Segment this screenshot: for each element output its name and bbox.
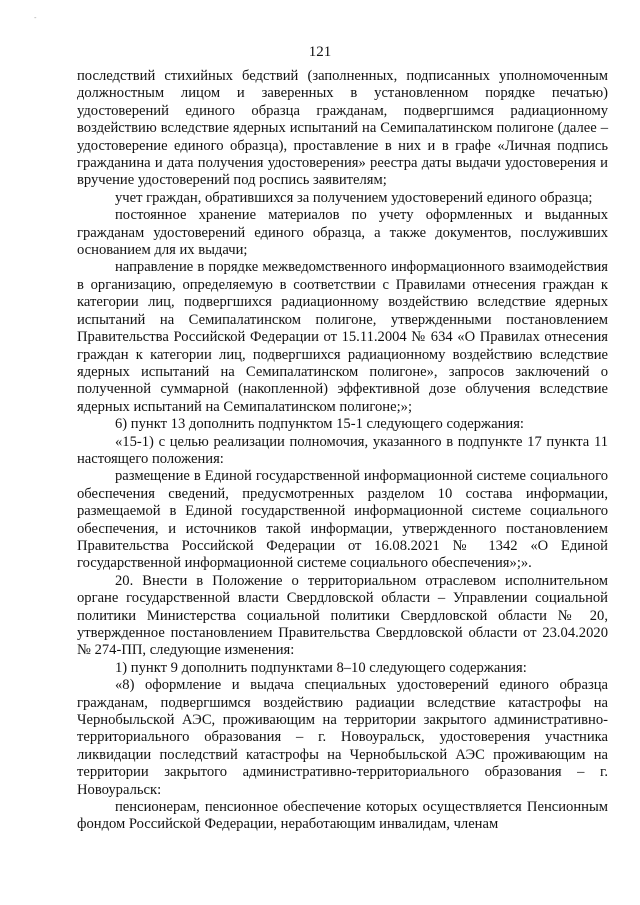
paragraph: «8) оформление и выдача специальных удостоверений единого образца гражданам, подвергшимся воздействию радиации вследствие катастрофы на Чернобыльской АЭС, проживающим на территории закрытого административно-территориального образования – г. Новоуральск, удостоверения участника ликвидации последствий катастрофы на Чернобыльской АЭС проживающим на территории закрытого административно-территориального образования – г. Новоуральск:: [77, 677, 608, 798]
paragraph: пенсионерам, пенсионное обеспечение которых осуществляется Пенсионным фондом Российской Федерации, неработающим инвалидам, членам: [77, 799, 608, 833]
paragraph: 6) пункт 13 дополнить подпунктом 15-1 следующего содержания:: [115, 416, 524, 433]
paragraph: 20. Внести в Положение о территориальном отраслевом исполнительном органе государственной власти Свердловской области – Управлении социальной политики Министерства социальной политики Свердловской области № 20, утвержденное постановлением Правительства Свердловской области от 23.04.2020 № 274-ПП, следующие изменения:: [77, 572, 608, 659]
paragraph: постоянное хранение материалов по учету оформленных и выданных гражданам удостоверений единого образца, а также документов, послуживших основанием для их выдачи;: [77, 207, 608, 259]
corner-mark: -: [34, 14, 37, 22]
paragraph: учет граждан, обратившихся за получением удостоверений единого образца;: [115, 189, 593, 206]
paragraph: размещение в Единой государственной информационной системе социального обеспечения сведений, предусмотренных разделом 10 состава информации, размещаемой в Единой государственной информационной системе социального обеспечения, и источников такой информации, утвержденного постановлением Правительства Российской Федерации от 16.08.2021 № 1342 «О Единой государственной информационной системе социального обеспечения»;».: [77, 468, 608, 572]
paragraph: последствий стихийных бедствий (заполненных, подписанных уполномоченным должностным лицом и заверенных в установленном порядке печатью) удостоверений единого образца гражданам, подвергшимся радиационному воздействию вследствие ядерных испытаний на Семипалатинском полигоне (далее – удостоверение единого образца), проставление в них и в графе «Личная подпись гражданина и дата получения удостоверения» реестра даты выдачи удостоверения и вручение удостоверений под роспись заявителям;: [77, 68, 608, 189]
page-number: 121: [308, 44, 332, 60]
paragraph: «15-1) с целью реализации полномочия, указанного в подпункте 17 пункта 11 настоящего положения:: [77, 433, 608, 467]
paragraph: направление в порядке межведомственного информационного взаимодействия в организацию, определяемую в соответствии с Правилами отнесения граждан к категории лиц, подвергшихся радиационному воздействию вследствие ядерных испытаний на Семипалатинском полигоне, утвержденными постановлением Правительства Российской Федерации от 15.11.2004 № 634 «О Правилах отнесения граждан к категории лиц, подвергшихся радиационному воздействию вследствие ядерных испытаний на Семипалатинском полигоне», запросов заключений о полученной суммарной (накопленной) эффективной дозе облучения вследствие ядерных испытаний на Семипалатинском полигоне;»;: [77, 259, 608, 415]
paragraph: 1) пункт 9 дополнить подпунктами 8–10 следующего содержания:: [115, 659, 527, 676]
document-body: [77, 68, 608, 834]
